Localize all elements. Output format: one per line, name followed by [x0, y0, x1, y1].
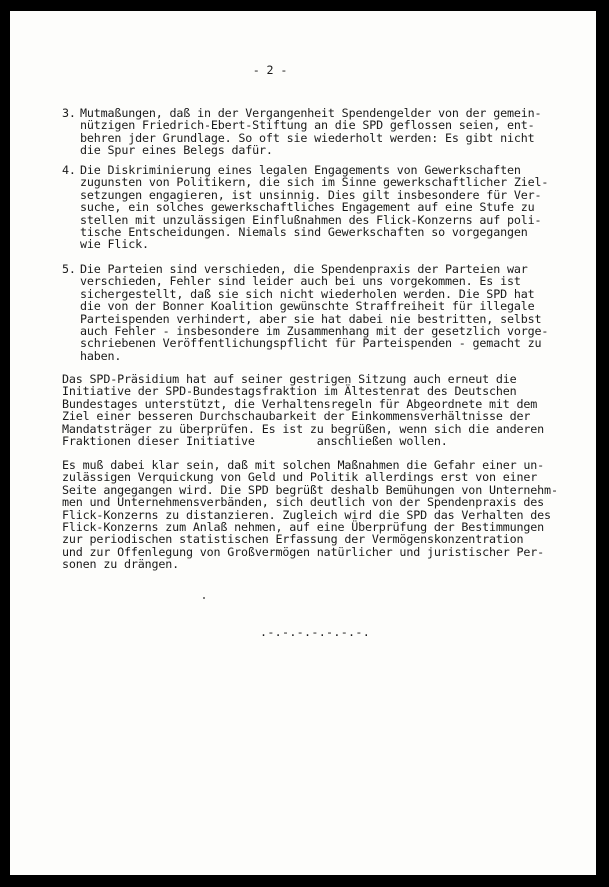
list-item-text	[80, 164, 590, 251]
list-item-text	[80, 107, 590, 157]
document-page	[10, 11, 596, 875]
text-line: men und Unternehmensverbänden, sich deutlich von der Spendenpraxis des	[62, 495, 545, 510]
list-item-number: 3.	[62, 106, 76, 120]
text-line: Initiative der SPD-Bundestagsfraktion im Ältestenrat des Deutschen	[62, 384, 517, 399]
text-line: zulässigen Verquickung von Geld und Politik allerdings erst von einer	[62, 470, 538, 485]
end-separator: .-.-.-.-.-.-.-.	[260, 625, 371, 639]
text-line: Mutmaßungen, daß in der Vergangenheit Spendengelder von der gemein-	[80, 106, 542, 120]
paragraph-massnahmen	[62, 459, 590, 571]
text-line: haben.	[80, 348, 122, 363]
text-line: Das SPD-Präsidium hat auf seiner gestrigen Sitzung auch erneut die	[62, 372, 517, 386]
text-line: nützigen Friedrich-Ebert-Stiftung an die SPD geflossen seien, ent-	[80, 118, 535, 133]
text-line: Flick-Konzerns zu distanzieren. Zugleich wird die SPD das Verhalten des	[62, 507, 551, 522]
text-line: tische Entscheidungen. Niemals sind Gewerkschaften so vorgegangen	[80, 224, 528, 239]
text-line: Parteispenden verhindert, aber sie hat dabei nie bestritten, selbst	[80, 311, 542, 326]
text-line: die Spur eines Belegs dafür.	[80, 143, 273, 158]
text-line: Die Diskriminierung eines legalen Engagements von Gewerkschaften	[80, 163, 521, 177]
text-line: Ziel einer besseren Durchschaubarkeit der Einkommensverhältnisse der	[62, 409, 531, 424]
text-line: die von der Bonner Koalition gewünschte Straffreiheit für illegale	[80, 299, 535, 314]
text-line: Bundestages unterstützt, die Verhaltensregeln für Abgeordnete mit dem	[62, 396, 538, 411]
text-line: schriebenen Veröffentlichungspflicht für Parteispenden - gemacht zu	[80, 336, 542, 351]
text-line: Die Parteien sind verschieden, die Spendenpraxis der Parteien war	[80, 262, 528, 276]
text-line: stellen mit unzulässigen Einflußnahmen des Flick-Konzerns auf poli-	[80, 212, 542, 227]
text-line: sichergestellt, daß sie sich nicht wiederholen werden. Die SPD hat	[80, 286, 535, 301]
text-line: wie Flick.	[80, 237, 149, 252]
text-line: sonen zu drängen.	[62, 557, 180, 572]
text-line: Mandatsträger zu überprüfen. Es ist zu begrüßen, wenn sich die anderen	[62, 421, 545, 436]
text-line: auch Fehler - insbesondere im Zusammenhang mit der gesetzlich vorge-	[80, 323, 549, 338]
page-number: - 2 -	[252, 63, 288, 77]
text-line: zugunsten von Politikern, die sich im Sinne gewerkschaftlicher Ziel-	[80, 175, 549, 190]
text-line: Seite angegangen wird. Die SPD begrüßt deshalb Bemühungen von Unternehm-	[62, 482, 558, 497]
scan-speck	[203, 597, 205, 599]
text-line: und zur Offenlegung von Großvermögen natürlicher und juristischer Per-	[62, 544, 545, 559]
text-line: Es muß dabei klar sein, daß mit solchen Maßnahmen die Gefahr einer un-	[62, 458, 545, 472]
text-line: verschieden, Fehler sind leider auch bei uns vorgekommen. Es ist	[80, 274, 521, 289]
text-line: behren jder Grundlage. So oft sie wiederholt werden: Es gibt nicht	[80, 130, 535, 145]
text-line: Flick-Konzerns zum Anlaß nehmen, auf eine Überprüfung der Bestimmungen	[62, 519, 545, 534]
text-line: zur periodischen statistischen Erfassung der Vermögenskonzentration	[62, 532, 524, 547]
text-line: suche, ein solches gewerkschaftliches Engagement auf eine Stufe zu	[80, 200, 535, 215]
list-item-number: 5.	[62, 262, 76, 276]
text-line: setzungen engagieren, ist unsinnig. Dies gilt insbesondere für Ver-	[80, 187, 542, 202]
list-item-number: 4.	[62, 163, 76, 177]
paragraph-praesidium	[62, 373, 590, 447]
text-line: Fraktionen dieser Initiative anschließen wollen.	[62, 433, 448, 448]
list-item-text	[80, 263, 590, 362]
